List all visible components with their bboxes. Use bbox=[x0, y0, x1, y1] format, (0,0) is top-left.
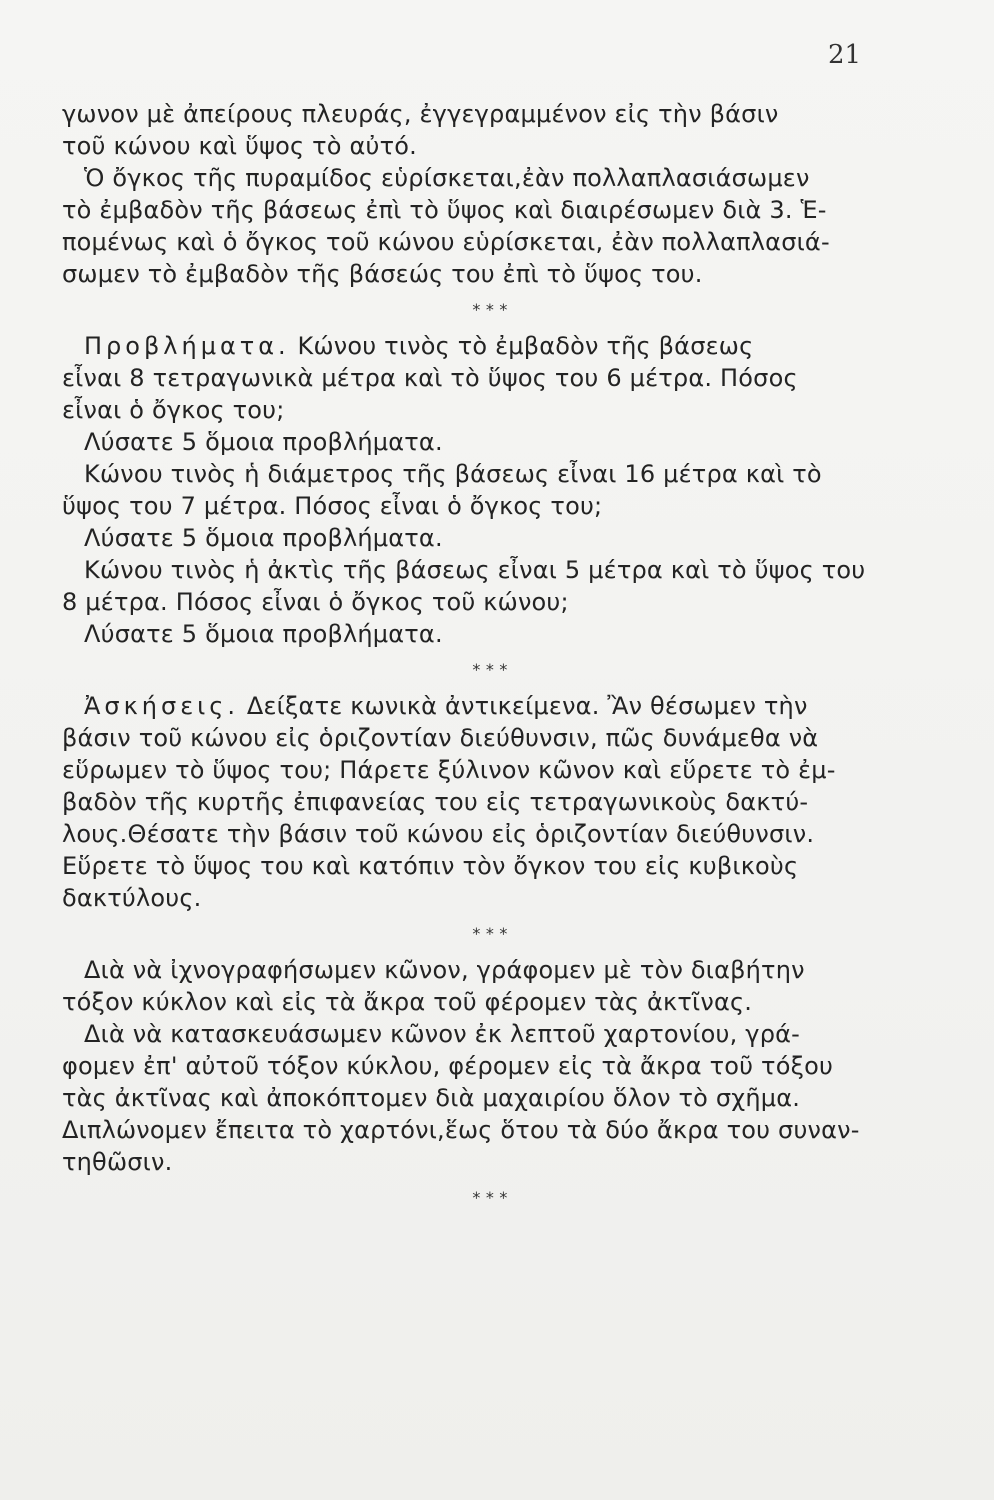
text-line: Λύσατε 5 ὅμοια προβλήματα. bbox=[84, 428, 443, 456]
text-line: τὰς ἀκτῖνας καὶ ἀποκόπτομεν διὰ μαχαιρίου ὅλον τὸ σχῆμα. bbox=[62, 1084, 801, 1112]
page-text bbox=[62, 98, 910, 1218]
text-line: εἶναι 8 τετραγωνικὰ μέτρα καὶ τὸ ὕψος του 6 μέτρα. Πόσος bbox=[62, 364, 798, 392]
section-separator: * * * bbox=[472, 924, 508, 943]
text-line: βαδὸν τῆς κυρτῆς ἐπιφανείας του εἰς τετραγωνικοὺς δακτύ- bbox=[62, 788, 809, 816]
exercises-line bbox=[62, 690, 910, 722]
text-line: Διπλώνομεν ἔπειτα τὸ χαρτόνι,ἕως ὅτου τὰ δύο ἄκρα του συναν- bbox=[62, 1116, 860, 1144]
section-separator: * * * bbox=[472, 660, 508, 679]
text-line: Διὰ νὰ κατασκευάσωμεν κῶνον ἐκ λεπτοῦ χαρτονίου, γρά- bbox=[84, 1020, 801, 1048]
text-line: βάσιν τοῦ κώνου εἰς ὁριζοντίαν διεύθυνσιν, πῶς δυνάμεθα νὰ bbox=[62, 724, 819, 752]
section-heading: Προβλήματα. bbox=[84, 332, 290, 360]
text-line: Εὕρετε τὸ ὕψος του καὶ κατόπιν τὸν ὄγκον του εἰς κυβικοὺς bbox=[62, 852, 799, 880]
text-line: δακτύλους. bbox=[62, 884, 202, 912]
section-separator: * * * bbox=[472, 300, 508, 319]
text-line: τόξον κύκλον καὶ εἰς τὰ ἄκρα τοῦ φέρομεν τὰς ἀκτῖνας. bbox=[62, 988, 753, 1016]
text-line: λους.Θέσατε τὴν βάσιν τοῦ κώνου εἰς ὁριζοντίαν διεύθυνσιν. bbox=[62, 820, 815, 848]
text-line: Διὰ νὰ ἰχνογραφήσωμεν κῶνον, γράφομεν μὲ τὸν διαβήτην bbox=[84, 956, 805, 984]
text-line: τὸ ἐμβαδὸν τῆς βάσεως ἐπὶ τὸ ὕψος καὶ διαιρέσωμεν διὰ 3. Ἑ- bbox=[62, 196, 827, 224]
text-line: Κώνου τινὸς ἡ ἀκτὶς τῆς βάσεως εἶναι 5 μέτρα καὶ τὸ ὕψος του bbox=[84, 556, 866, 584]
text-line: φομεν ἐπ' αὐτοῦ τόξον κύκλου, φέρομεν εἰς τὰ ἄκρα τοῦ τόξου bbox=[62, 1052, 834, 1080]
text-line: Ὁ ὄγκος τῆς πυραμίδος εὑρίσκεται,ἐὰν πολλαπλασιάσωμεν bbox=[84, 164, 810, 192]
text-line: γωνον μὲ ἀπείρους πλευράς, ἐγγεγραμμένον εἰς τὴν βάσιν bbox=[62, 100, 779, 128]
section-separator: * * * bbox=[472, 1188, 508, 1207]
text-line: ὕψος του 7 μέτρα. Πόσος εἶναι ὁ ὄγκος του; bbox=[62, 492, 603, 520]
page-number: 21 bbox=[828, 40, 862, 70]
text-line: τοῦ κώνου καὶ ὕψος τὸ αὐτό. bbox=[62, 132, 417, 160]
text-line: Λύσατε 5 ὅμοια προβλήματα. bbox=[84, 524, 443, 552]
text-line: εὕρωμεν τὸ ὕψος του; Πάρετε ξύλινον κῶνον καὶ εὕρετε τὸ ἐμ- bbox=[62, 756, 836, 784]
text-line: 8 μέτρα. Πόσος εἶναι ὁ ὄγκος τοῦ κώνου; bbox=[62, 588, 569, 616]
text-segment: Κώνου τινὸς τὸ ἐμβαδὸν τῆς βάσεως bbox=[297, 332, 754, 360]
problems-line bbox=[62, 330, 910, 362]
text-line: τηθῶσιν. bbox=[62, 1148, 173, 1176]
text-line: σωμεν τὸ ἐμβαδὸν τῆς βάσεώς του ἐπὶ τὸ ὕψος του. bbox=[62, 260, 703, 288]
section-heading: Ἀσκήσεις. bbox=[84, 692, 240, 720]
text-line: Λύσατε 5 ὅμοια προβλήματα. bbox=[84, 620, 443, 648]
text-line: Κώνου τινὸς ἡ διάμετρος τῆς βάσεως εἶναι 16 μέτρα καὶ τὸ bbox=[84, 460, 822, 488]
text-line: εἶναι ὁ ὄγκος του; bbox=[62, 396, 285, 424]
text-line: πομένως καὶ ὁ ὄγκος τοῦ κώνου εὑρίσκεται, ἐὰν πολλαπλασιά- bbox=[62, 228, 830, 256]
text-segment: Δείξατε κωνικὰ ἀντικείμενα. Ἂν θέσωμεν τὴν bbox=[246, 692, 808, 720]
